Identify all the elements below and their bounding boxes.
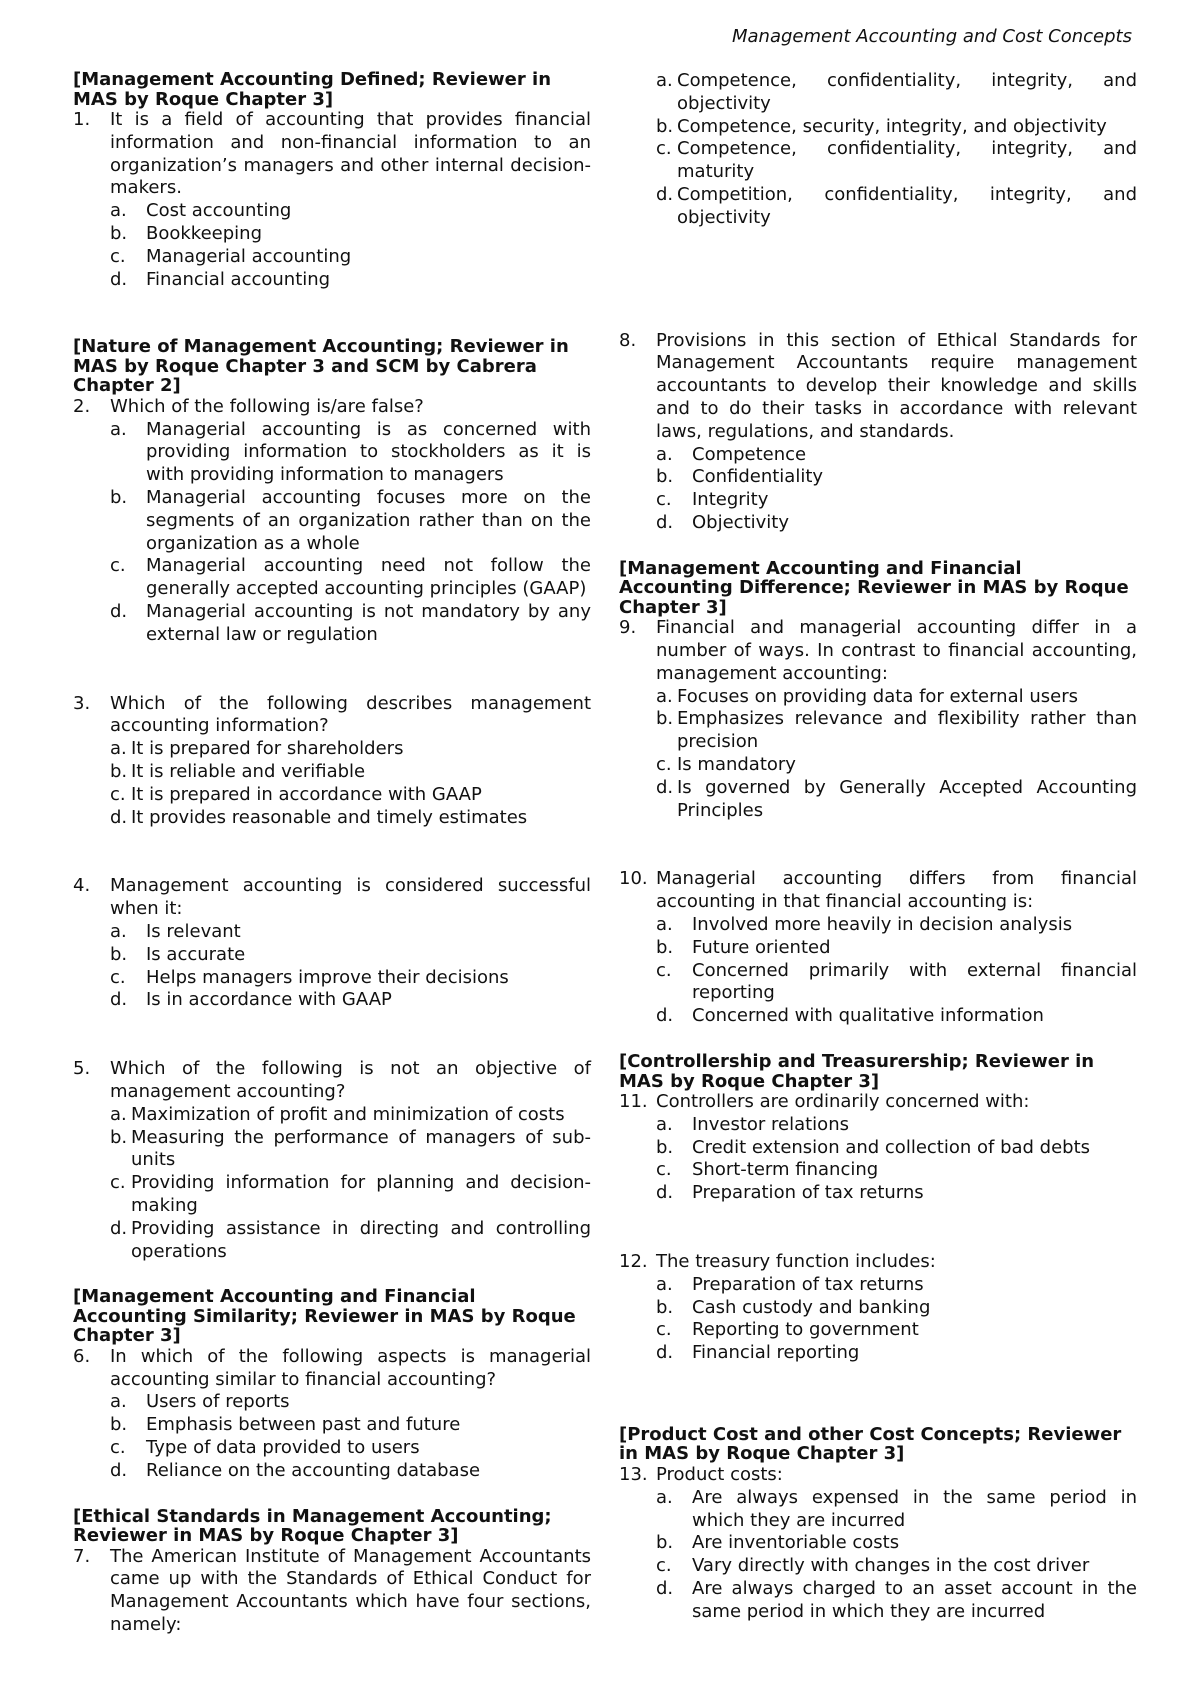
- question-11: [619, 1052, 1137, 1205]
- option-label: d.: [110, 601, 128, 623]
- option-label: b.: [656, 1136, 674, 1158]
- option: [110, 944, 591, 967]
- option-label: b.: [656, 1532, 674, 1554]
- question-text: Which of the following is/are false?: [110, 395, 424, 417]
- option-label: a.: [656, 1486, 673, 1508]
- section-heading: [Management Accounting Defined; Reviewer in MAS by Roque Chapter 3]: [73, 69, 552, 110]
- right-column: [619, 70, 1137, 1624]
- question-3: [73, 693, 591, 830]
- option-text: It is prepared in accordance with GAAP: [131, 783, 482, 805]
- question-number: 3.: [73, 692, 91, 714]
- running-head: Management Accounting and Cost Concepts: [732, 26, 1132, 47]
- option-text: Maximization of profit and minimization of costs: [131, 1103, 565, 1125]
- option: [110, 921, 591, 944]
- option-text: Competence: [692, 443, 807, 465]
- option-label: c.: [110, 966, 126, 988]
- question-stem: [619, 1251, 1137, 1274]
- option-text: Reporting to government: [692, 1319, 919, 1341]
- question-8: [619, 330, 1137, 535]
- question-number: 4.: [73, 875, 91, 897]
- question-12: [619, 1251, 1137, 1365]
- option-text: Is mandatory: [677, 754, 796, 776]
- option-text: It is prepared for shareholders: [131, 738, 404, 760]
- option: [110, 555, 591, 601]
- option: [656, 1005, 1137, 1028]
- question-stem: [619, 1464, 1137, 1487]
- question-text: Which of the following is not an objective of management accounting?: [110, 1058, 591, 1102]
- option-label: b.: [656, 1296, 674, 1318]
- option: [110, 1127, 591, 1173]
- option-label: b.: [110, 222, 128, 244]
- option-label: c.: [110, 555, 126, 577]
- option-label: a.: [656, 70, 673, 91]
- question-stem: [619, 617, 1137, 685]
- option-text: Competence, confidentiality, integrity, and maturity: [677, 138, 1137, 183]
- option: [656, 1137, 1137, 1160]
- option-text: Type of data provided to users: [146, 1437, 420, 1459]
- option: [110, 601, 591, 647]
- option-text: Bookkeeping: [146, 222, 262, 244]
- option-text: Preparation of tax returns: [692, 1273, 924, 1295]
- question-text: Managerial accounting differs from financial accounting in that financial accounting is:: [656, 868, 1137, 913]
- option-label: c.: [656, 1555, 672, 1577]
- option-text: Credit extension and collection of bad debts: [692, 1136, 1091, 1158]
- options-list: [656, 1274, 1137, 1365]
- question-stem: [73, 1346, 591, 1392]
- option-text: Emphasizes relevance and flexibility rather than precision: [677, 708, 1137, 753]
- options-list: [656, 1114, 1137, 1205]
- question-number: 10.: [619, 868, 648, 890]
- option: [656, 1319, 1137, 1342]
- question-stem: [619, 330, 1137, 444]
- option-label: c.: [110, 245, 126, 267]
- option-text: Managerial accounting need not follow the generally accepted accounting principles (GAAP): [146, 555, 591, 600]
- option: [656, 1555, 1137, 1578]
- option-text: Managerial accounting: [146, 245, 352, 267]
- option: [656, 754, 1137, 777]
- question-number: 12.: [619, 1250, 648, 1272]
- option-text: Users of reports: [146, 1391, 290, 1413]
- option: [656, 1159, 1137, 1182]
- question-1: [73, 70, 591, 291]
- question-stem: [619, 868, 1137, 914]
- option-text: Preparation of tax returns: [692, 1182, 924, 1204]
- option-text: Measuring the performance of managers of sub-units: [131, 1126, 591, 1171]
- section-heading: [Product Cost and other Cost Concepts; Reviewer in MAS by Roque Chapter 3]: [619, 1423, 1122, 1465]
- section-heading: [Ethical Standards in Management Accounting; Reviewer in MAS by Roque Chapter 3]: [73, 1505, 552, 1547]
- option: [656, 1182, 1137, 1205]
- option: [110, 1172, 591, 1218]
- option-label: d.: [110, 989, 128, 1011]
- option-label: b.: [656, 708, 674, 730]
- option-label: d.: [110, 1217, 128, 1239]
- option-label: d.: [656, 511, 674, 533]
- question-7: [73, 1507, 591, 1637]
- question-text: The treasury function includes:: [656, 1250, 936, 1272]
- option-label: a.: [110, 1103, 127, 1125]
- question-5: [73, 1058, 591, 1263]
- option: [110, 1460, 591, 1483]
- options-list: [110, 921, 591, 1012]
- options-list: [656, 914, 1137, 1028]
- question-number: 8.: [619, 329, 637, 351]
- option-text: Integrity: [692, 489, 769, 511]
- option-label: d.: [656, 1005, 674, 1027]
- option-text: Involved more heavily in decision analysis: [692, 914, 1073, 936]
- option-text: Providing information for planning and decision-making: [131, 1172, 591, 1216]
- question-text: The American Institute of Management Accountants came up with the Standards of Ethical Conduct for Management Accountants which have four sections, namely:: [110, 1545, 591, 1636]
- option-text: Managerial accounting is not mandatory by any external law or regulation: [146, 601, 591, 645]
- section-heading: [Management Accounting and Financial Accounting Difference; Reviewer in MAS by Roque Chapter 3]: [619, 557, 1129, 618]
- option-label: c.: [656, 138, 672, 160]
- option-label: c.: [656, 959, 672, 981]
- question-text: Controllers are ordinarily concerned with:: [656, 1091, 1030, 1112]
- question-7-options: [619, 70, 1137, 230]
- option: [656, 70, 1137, 116]
- option-text: Cost accounting: [146, 200, 292, 222]
- option-label: c.: [656, 489, 672, 511]
- question-4: [73, 875, 591, 1012]
- question-number: 13.: [619, 1463, 648, 1485]
- option-label: d.: [656, 1577, 674, 1599]
- option-label: a.: [110, 738, 127, 760]
- option-text: Investor relations: [692, 1113, 849, 1135]
- option: [656, 466, 1137, 489]
- option: [656, 184, 1137, 230]
- option: [110, 967, 591, 990]
- option-label: c.: [110, 1172, 126, 1194]
- option: [656, 708, 1137, 754]
- option-text: Competition, confidentiality, integrity, and objectivity: [677, 183, 1137, 228]
- option: [110, 1391, 591, 1414]
- question-stem: [73, 396, 591, 419]
- option-text: Managerial accounting focuses more on the segments of an organization rather than on the organization as a whole: [146, 487, 591, 554]
- option-text: Competence, confidentiality, integrity, and objectivity: [677, 70, 1137, 114]
- option-label: c.: [656, 1319, 672, 1341]
- question-text: Financial and managerial accounting differ in a number of ways. In contrast to financial accounting, management accounting:: [656, 617, 1137, 684]
- option-label: a.: [110, 1391, 127, 1413]
- options-list: [110, 200, 591, 291]
- option-text: Confidentiality: [692, 466, 824, 488]
- option-label: d.: [110, 1459, 128, 1481]
- option: [656, 686, 1137, 709]
- option: [110, 738, 591, 761]
- option-label: c.: [110, 783, 126, 805]
- option: [656, 914, 1137, 937]
- question-text: Management accounting is considered successful when it:: [110, 875, 591, 920]
- option: [656, 1342, 1137, 1365]
- option-text: Are always charged to an asset account in the same period in which they are incurred: [692, 1577, 1137, 1622]
- option-text: Is governed by Generally Accepted Accounting Principles: [677, 776, 1137, 821]
- question-stem: [73, 1058, 591, 1104]
- options-list: [656, 444, 1137, 535]
- option-text: It provides reasonable and timely estimates: [131, 806, 528, 828]
- section-heading: [Management Accounting and Financial Accounting Similarity; Reviewer in MAS by Roque Chapter 3]: [73, 1286, 576, 1347]
- option-label: b.: [656, 936, 674, 958]
- option: [656, 1487, 1137, 1533]
- options-list: [656, 1487, 1137, 1624]
- option-label: d.: [656, 1182, 674, 1204]
- question-text: Which of the following describes management accounting information?: [110, 692, 591, 737]
- option: [110, 989, 591, 1012]
- option-label: c.: [656, 754, 672, 776]
- option: [110, 807, 591, 830]
- options-list: [110, 1391, 591, 1482]
- option: [110, 269, 591, 292]
- option-text: Short-term financing: [692, 1159, 879, 1181]
- option-label: a.: [110, 418, 127, 440]
- option-label: b.: [110, 761, 128, 783]
- question-text: Product costs:: [656, 1463, 783, 1485]
- option: [110, 419, 591, 487]
- section-heading: [Nature of Management Accounting; Reviewer in MAS by Roque Chapter 3 and SCM by Cabrera Chapter 2]: [73, 336, 569, 397]
- option: [110, 246, 591, 269]
- left-column: [73, 70, 591, 1637]
- option-label: a.: [110, 200, 127, 222]
- option-label: a.: [656, 685, 673, 707]
- option-text: Concerned with qualitative information: [692, 1005, 1044, 1027]
- option-label: b.: [656, 466, 674, 488]
- option-label: c.: [110, 1437, 126, 1459]
- question-stem: [619, 1091, 1137, 1114]
- option: [656, 138, 1137, 184]
- option-label: a.: [656, 1273, 673, 1295]
- question-text: In which of the following aspects is managerial accounting similar to financial accounting?: [110, 1345, 591, 1390]
- option-label: d.: [110, 268, 128, 290]
- option-label: d.: [656, 183, 674, 205]
- section-heading: [Controllership and Treasurership; Reviewer in MAS by Roque Chapter 3]: [619, 1051, 1095, 1092]
- option: [656, 444, 1137, 467]
- question-6: [73, 1287, 591, 1482]
- option-text: Are always expensed in the same period in which they are incurred: [692, 1486, 1137, 1531]
- options-list: [110, 738, 591, 829]
- question-stem: [73, 875, 591, 921]
- option-text: Financial accounting: [146, 268, 331, 290]
- option-text: Future oriented: [692, 936, 831, 958]
- option: [110, 223, 591, 246]
- option: [656, 116, 1137, 139]
- question-stem: [73, 693, 591, 739]
- option: [110, 487, 591, 555]
- option-label: d.: [656, 1342, 674, 1364]
- option: [656, 1532, 1137, 1555]
- question-2: [73, 337, 591, 646]
- option-text: Providing assistance in directing and controlling operations: [131, 1217, 591, 1262]
- options-list: [656, 70, 1137, 230]
- option-text: Managerial accounting is as concerned with providing information to stockholders as it is with providing information to managers: [146, 418, 591, 486]
- option-text: Focuses on providing data for external users: [677, 685, 1078, 707]
- question-9: [619, 559, 1137, 823]
- option-label: a.: [656, 914, 673, 936]
- option: [656, 937, 1137, 960]
- option-text: It is reliable and verifiable: [131, 761, 366, 783]
- question-number: 2.: [73, 395, 91, 417]
- option-label: b.: [110, 487, 128, 509]
- option: [656, 1578, 1137, 1624]
- option-text: Is accurate: [146, 943, 246, 965]
- option: [110, 784, 591, 807]
- options-list: [110, 419, 591, 647]
- option-text: Is in accordance with GAAP: [146, 989, 392, 1011]
- question-number: 11.: [619, 1091, 648, 1112]
- question-stem: [73, 1546, 591, 1637]
- option-label: b.: [110, 943, 128, 965]
- option: [110, 1218, 591, 1264]
- option-label: b.: [110, 1414, 128, 1436]
- option-label: b.: [110, 1126, 128, 1148]
- option: [656, 777, 1137, 823]
- option-text: Cash custody and banking: [692, 1296, 931, 1318]
- question-10: [619, 868, 1137, 1028]
- option-text: Competence, security, integrity, and objectivity: [677, 115, 1107, 137]
- option: [110, 200, 591, 223]
- question-13: [619, 1425, 1137, 1624]
- option-label: d.: [656, 776, 674, 798]
- question-stem: [73, 109, 591, 200]
- question-number: 6.: [73, 1345, 91, 1367]
- option-text: Helps managers improve their decisions: [146, 966, 509, 988]
- option-label: a.: [656, 1113, 673, 1135]
- question-number: 5.: [73, 1058, 91, 1080]
- option-label: b.: [656, 115, 674, 137]
- option: [110, 1104, 591, 1127]
- options-list: [110, 1104, 591, 1264]
- question-number: 1.: [73, 109, 91, 130]
- option-label: a.: [110, 921, 127, 943]
- option-text: Objectivity: [692, 511, 789, 533]
- option-text: Financial reporting: [692, 1342, 860, 1364]
- option-text: Vary directly with changes in the cost driver: [692, 1555, 1090, 1577]
- option: [656, 1297, 1137, 1320]
- option: [656, 1114, 1137, 1137]
- option: [110, 1437, 591, 1460]
- question-text: Provisions in this section of Ethical Standards for Management Accountants require management accountants to develop their knowledge and skills and to do their tasks in accordance with relevant laws, regulations, and standards.: [656, 329, 1137, 442]
- question-text: It is a field of accounting that provides financial information and non-financial information to an organization’s managers and other internal decision-makers.: [110, 109, 591, 199]
- option-text: Emphasis between past and future: [146, 1414, 461, 1436]
- option-label: a.: [656, 443, 673, 465]
- question-number: 9.: [619, 617, 637, 639]
- option-label: c.: [656, 1159, 672, 1181]
- option-text: Is relevant: [146, 921, 241, 943]
- option: [656, 960, 1137, 1006]
- option: [110, 1414, 591, 1437]
- option-text: Concerned primarily with external financial reporting: [692, 959, 1137, 1004]
- option: [656, 489, 1137, 512]
- option: [656, 512, 1137, 535]
- option-text: Are inventoriable costs: [692, 1532, 900, 1554]
- option-text: Reliance on the accounting database: [146, 1459, 481, 1481]
- option: [110, 761, 591, 784]
- question-number: 7.: [73, 1545, 91, 1567]
- options-list: [656, 686, 1137, 823]
- option-label: d.: [110, 806, 128, 828]
- option: [656, 1274, 1137, 1297]
